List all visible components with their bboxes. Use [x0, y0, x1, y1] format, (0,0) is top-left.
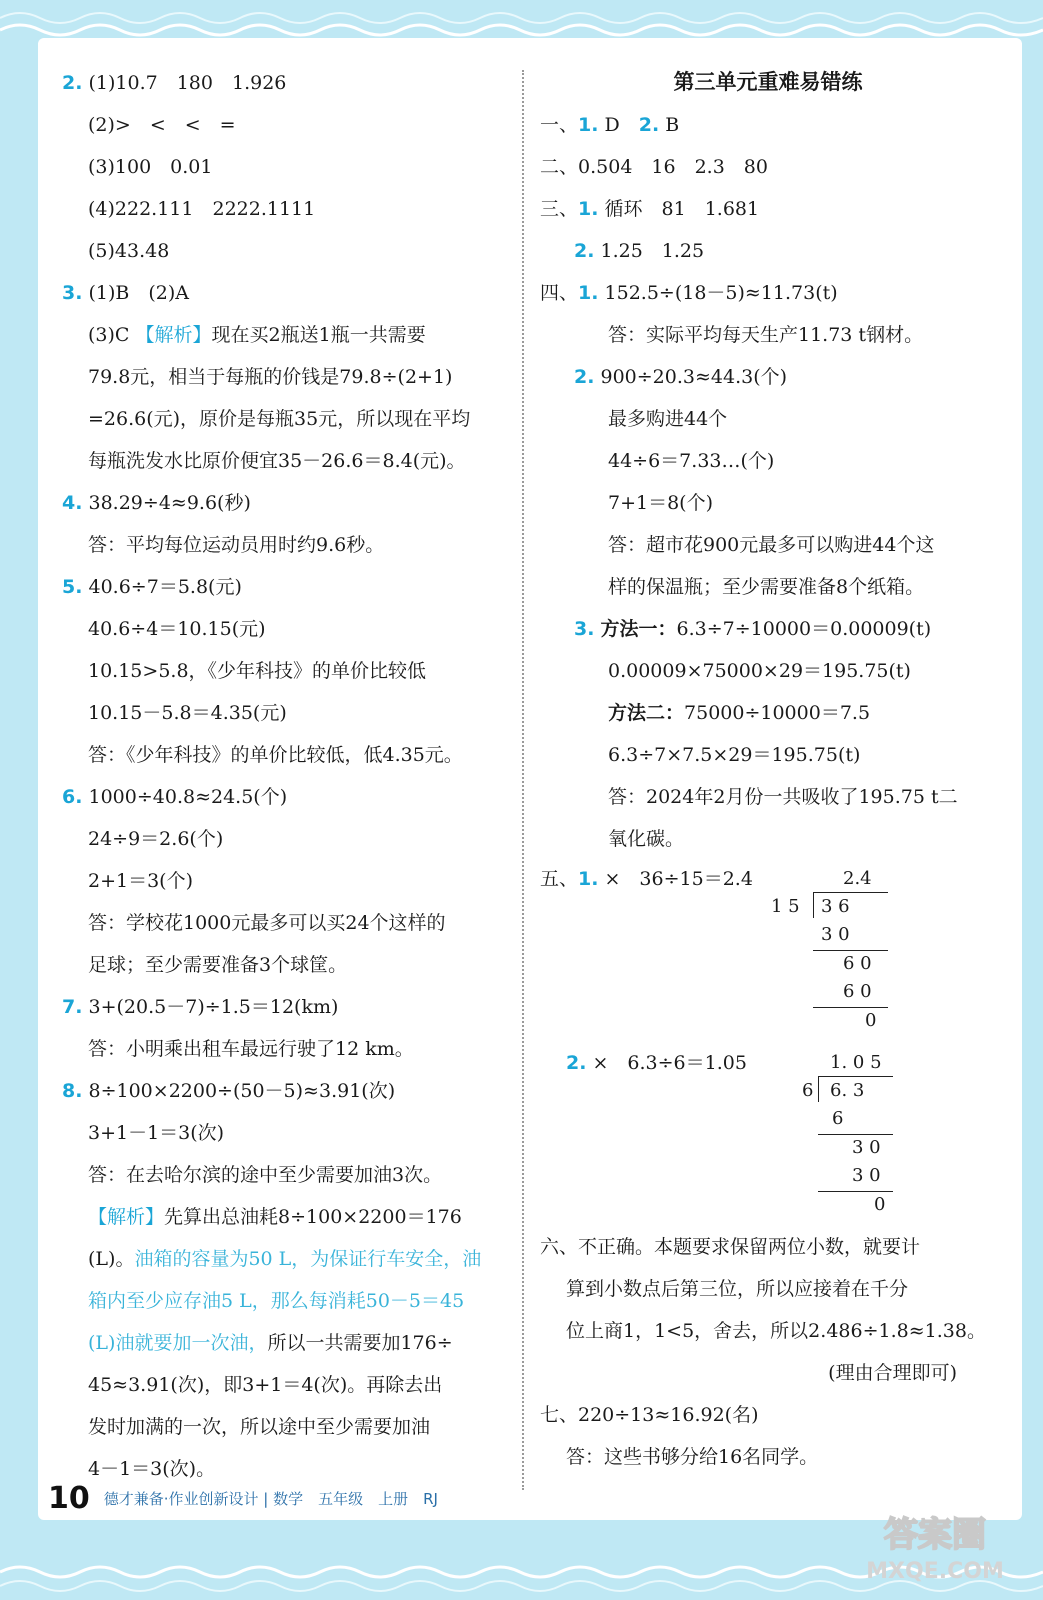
answer-text: 24÷9＝2.6(个) [88, 828, 224, 850]
item-number: 2. [566, 1052, 587, 1074]
method-label: 方法二： [608, 702, 685, 724]
wave-border-top [0, 0, 1043, 40]
answer-text: 10.15－5.8＝4.35(元) [88, 702, 287, 724]
dividend: 3 6 [821, 896, 850, 917]
svg-text:答案圈: 答案圈 [884, 1515, 986, 1555]
subtraction-line [813, 950, 888, 951]
answer-line [62, 1322, 502, 1364]
answer-text: 答：在去哈尔滨的途中至少需要加油3次。 [88, 1164, 443, 1186]
answer-text: (2)> < < = [88, 114, 236, 136]
answer-text: 6.3÷7÷10000＝0.00009(t) [676, 618, 932, 640]
answer-line [62, 860, 502, 902]
answer-text: 6.3÷7×7.5×29＝195.75(t) [608, 744, 861, 766]
answer-text: 152.5÷(18－5)≈11.73(t) [604, 282, 838, 304]
answer-text: D [604, 114, 639, 136]
answer-line [62, 62, 502, 104]
partial-product: 3 0 [852, 1165, 881, 1186]
answer-line [62, 1280, 502, 1322]
remainder: 0 [865, 1010, 877, 1031]
answer-text: (3)C [88, 324, 130, 346]
long-division-2 [798, 1046, 948, 1226]
answer-line [62, 776, 502, 818]
answer-line [62, 818, 502, 860]
item-number: 1. [578, 198, 599, 220]
answer-line [62, 902, 502, 944]
quotient: 2.4 [843, 868, 872, 889]
column-divider [522, 70, 524, 1490]
answer-line [540, 188, 988, 230]
answer-line [548, 482, 988, 524]
answer-five-2 [566, 1042, 747, 1084]
answer-line [548, 650, 988, 692]
answer-text: (1)10.7 180 1.926 [88, 72, 287, 94]
answer-text: 0.504 16 2.3 80 [578, 156, 768, 178]
page-footer [48, 1478, 438, 1518]
answer-line [62, 566, 502, 608]
answer-line [548, 398, 988, 440]
answer-line [62, 188, 502, 230]
answer-text: B [665, 114, 680, 136]
item-number: 4. [62, 492, 83, 514]
answer-line [540, 272, 988, 314]
answer-line [548, 818, 988, 860]
answer-text: 氧化碳。 [608, 828, 685, 850]
section-label: 四、 [540, 282, 579, 304]
answer-line [548, 566, 988, 608]
answer-line [548, 524, 988, 566]
answer-text: =26.6(元)，原价是每瓶35元，所以现在平均 [88, 408, 471, 430]
answer-line [540, 146, 988, 188]
answer-text: 3+(20.5－7)÷1.5＝12(km) [88, 996, 339, 1018]
answer-line [62, 734, 502, 776]
book-series-label: 德才兼备·作业创新设计 | 数学 五年级 上册 RJ [103, 1489, 438, 1508]
answer-line [62, 608, 502, 650]
item-number: 3. [574, 618, 595, 640]
divisor: 6 [802, 1080, 814, 1101]
answer-text: 900÷20.3≈44.3(个) [600, 366, 788, 388]
answer-line [62, 1238, 502, 1280]
answer-line [548, 230, 988, 272]
answer-text: 答：《少年科技》的单价比较低，低4.35元。 [88, 744, 463, 766]
answer-text: 75000÷10000＝7.5 [684, 702, 871, 724]
answer-text: 44÷6＝7.33…(个) [608, 450, 775, 472]
answer-text: 79.8元，相当于每瓶的价钱是79.8÷(2+1) [88, 366, 453, 388]
section-label: 一、 [540, 114, 579, 136]
analysis-tag: 【解析】 [88, 1206, 165, 1228]
answer-line [62, 230, 502, 272]
answer-line [62, 272, 502, 314]
division-bracket [813, 892, 814, 918]
answer-text: 0.00009×75000×29＝195.75(t) [608, 660, 911, 682]
right-column [540, 62, 988, 1468]
answer-line [548, 692, 988, 734]
answer-line [62, 1406, 502, 1448]
answer-text: 10.15>5.8，《少年科技》的单价比较低 [88, 660, 427, 682]
answer-text: 发时加满的一次，所以途中至少需要加油 [88, 1416, 431, 1438]
long-division-1 [763, 862, 913, 1042]
answer-line [62, 440, 502, 482]
highlighted-text: (L)油就要加一次油， [88, 1332, 268, 1354]
partial-product: 3 0 [821, 924, 850, 945]
answer-text: 所以一共需要加176÷ [267, 1332, 453, 1354]
item-number: 3. [62, 282, 83, 304]
division-bar [818, 1076, 893, 1077]
answer-line [548, 314, 988, 356]
remainder: 3 0 [852, 1137, 881, 1158]
item-number: 2. [574, 366, 595, 388]
section-label: 三、 [540, 198, 579, 220]
section-label: 五、 [540, 868, 579, 890]
item-number: 2. [62, 72, 83, 94]
highlighted-text: 油箱的容量为50 L，为保证行车安全，油 [134, 1248, 482, 1270]
method-label: 方法一： [600, 618, 677, 640]
answer-line [62, 692, 502, 734]
divisor: 1 5 [771, 896, 800, 917]
text-line: 答：这些书够分给16名同学。 [566, 1446, 819, 1468]
partial-product: 6 [832, 1108, 844, 1129]
item-number: 6. [62, 786, 83, 808]
answer-text: 答：超市花900元最多可以购进44个这 [608, 534, 935, 556]
answer-text: 8÷100×2200÷(50－5)≈3.91(次) [88, 1080, 396, 1102]
partial-product: 6 0 [843, 981, 872, 1002]
item-number: 1. [578, 282, 599, 304]
answer-line [62, 650, 502, 692]
answer-text: 答：平均每位运动员用时约9.6秒。 [88, 534, 385, 556]
watermark-logo [845, 1506, 1025, 1586]
answer-line [548, 356, 988, 398]
item-number: 2. [638, 114, 660, 136]
answer-text: (5)43.48 [88, 240, 170, 262]
answer-line [62, 944, 502, 986]
highlighted-text: 箱内至少应存油5 L，那么每消耗50－5＝45 [88, 1290, 465, 1312]
answer-text: (3)100 0.01 [88, 156, 213, 178]
answer-line [62, 524, 502, 566]
text-line: 算到小数点后第三位，所以应接着在千分 [566, 1278, 909, 1300]
item-number: 8. [62, 1080, 83, 1102]
text-line: 七、220÷13≈16.92(名) [540, 1404, 759, 1426]
answer-line [62, 1112, 502, 1154]
answer-line [62, 1028, 502, 1070]
analysis-text: 现在买2瓶送1瓶一共需要 [211, 324, 426, 346]
svg-text:MXQE.COM: MXQE.COM [866, 1559, 1004, 1584]
subtraction-line [813, 1007, 888, 1008]
answer-line [62, 146, 502, 188]
subtraction-line [818, 1191, 893, 1192]
left-column [62, 62, 502, 1490]
answer-text: 最多购进44个 [608, 408, 728, 430]
page-number: 10 [48, 1480, 90, 1516]
answer-text: 样的保温瓶；至少需要准备8个纸箱。 [608, 576, 925, 598]
item-number: 2. [574, 240, 595, 262]
answer-line [62, 1070, 502, 1112]
answer-line [548, 440, 988, 482]
text-line: 位上商1，1<5，舍去，所以2.486÷1.8≈1.38。 [566, 1320, 986, 1342]
answer-text: 45≈3.91(次)，即3+1＝4(次)。再除去出 [88, 1374, 443, 1396]
analysis-tag: 【解析】 [135, 324, 212, 346]
answer-text: 每瓶洗发水比原价便宜35－26.6＝8.4(元)。 [88, 450, 466, 472]
item-number: 5. [62, 576, 83, 598]
answer-text: 答：学校花1000元最多可以买24个这样的 [88, 912, 446, 934]
answer-six [540, 1226, 986, 1478]
answer-text: 1000÷40.8≈24.5(个) [88, 786, 288, 808]
answer-text: 7+1＝8(个) [608, 492, 714, 514]
text-line: (理由合理即可) [828, 1362, 957, 1384]
remainder: 0 [874, 1194, 886, 1215]
answer-line [548, 734, 988, 776]
answer-line [62, 986, 502, 1028]
dividend: 6. 3 [830, 1080, 865, 1101]
answer-text: 40.6÷7＝5.8(元) [88, 576, 242, 598]
quotient: 1. 0 5 [830, 1052, 882, 1073]
answer-text: 4－1＝3(次)。 [88, 1458, 216, 1480]
answer-line [548, 608, 988, 650]
section-label: 二、 [540, 156, 579, 178]
answer-text: 答：实际平均每天生产11.73 t钢材。 [608, 324, 924, 346]
text-line: 六、不正确。本题要求保留两位小数，就要计 [540, 1236, 921, 1258]
answer-line [62, 314, 502, 356]
answer-text: (L)。 [88, 1248, 135, 1270]
answer-line [62, 356, 502, 398]
answer-text: 循环 81 1.681 [604, 198, 760, 220]
item-number: 1. [578, 114, 599, 136]
remainder: 6 0 [843, 953, 872, 974]
answer-text: 足球；至少需要准备3个球筐。 [88, 954, 348, 976]
answer-line [62, 1364, 502, 1406]
answer-line [62, 482, 502, 524]
answer-line [62, 1154, 502, 1196]
answer-text: 1.25 1.25 [600, 240, 705, 262]
answer-line [62, 104, 502, 146]
answer-text: × 6.3÷6＝1.05 [592, 1052, 747, 1074]
analysis-text: 先算出总油耗8÷100×2200＝176 [164, 1206, 462, 1228]
subtraction-line [818, 1134, 893, 1135]
division-bracket [818, 1076, 819, 1102]
answer-text: (1)B (2)A [88, 282, 190, 304]
answer-text: 40.6÷4＝10.15(元) [88, 618, 266, 640]
answer-line [62, 398, 502, 440]
answer-line [62, 1196, 502, 1238]
answer-text: 答：2024年2月份一共吸收了195.75 t二 [608, 786, 958, 808]
answer-text: 38.29÷4≈9.6(秒) [88, 492, 251, 514]
answer-text: × 36÷15＝2.4 [604, 868, 753, 890]
section-title: 第三单元重难易错练 [673, 70, 863, 94]
item-number: 1. [578, 868, 599, 890]
answer-line [548, 776, 988, 818]
division-bar [813, 892, 888, 893]
answer-text: 3+1－1＝3(次) [88, 1122, 225, 1144]
item-number: 7. [62, 996, 83, 1018]
answer-text: (4)222.111 2222.1111 [88, 198, 316, 220]
answer-five-1 [540, 858, 753, 900]
answer-text: 2+1＝3(个) [88, 870, 194, 892]
answer-line [540, 104, 988, 146]
answer-text: 答：小明乘出租车最远行驶了12 km。 [88, 1038, 414, 1060]
